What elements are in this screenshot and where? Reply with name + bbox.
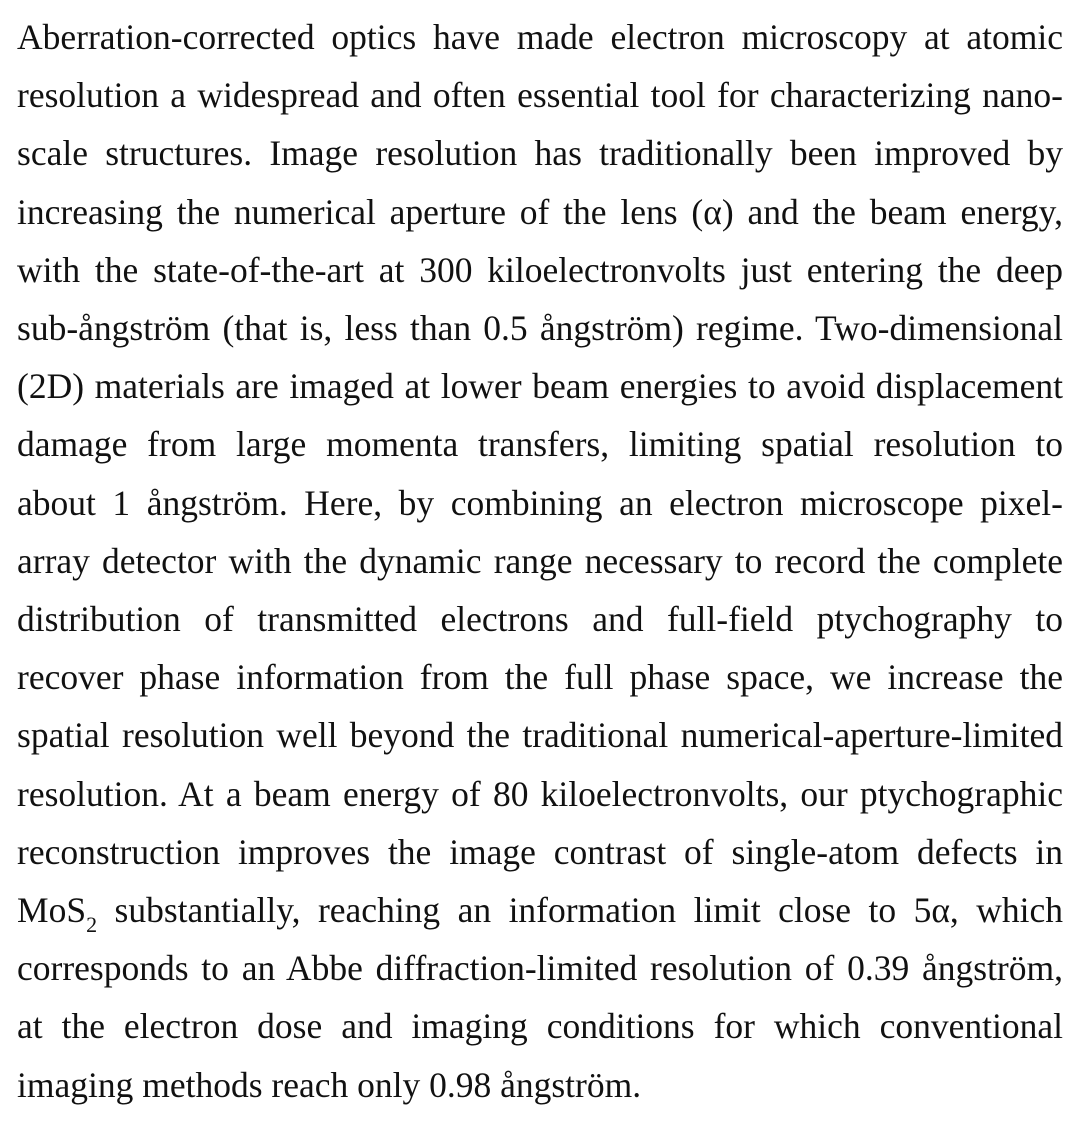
text-line: about 1 ångström. Here, by combining an electron microscope pixel-	[17, 482, 1063, 523]
text-line: reconstruction improves the image contrast of single-atom defects in	[17, 831, 1063, 872]
text-line: resolution a widespread and often essential tool for characterizing nano-	[17, 75, 1063, 116]
text-line: increasing the numerical aperture of the lens (α) and the beam energy,	[17, 191, 1063, 232]
text-line-mos2	[17, 881, 1063, 939]
mos2-prefix: MoS	[17, 890, 87, 931]
text-line: resolution. At a beam energy of 80 kiloelectronvolts, our ptychographic	[17, 773, 1063, 814]
text-line: scale structures. Image resolution has traditionally been improved by	[17, 133, 1063, 174]
text-line: distribution of transmitted electrons and full-field ptychography to	[17, 599, 1063, 640]
mos2-formula	[17, 890, 98, 938]
text-line: recover phase information from the full phase space, we increase the	[17, 657, 1063, 698]
text-line: with the state-of-the-art at 300 kiloelectronvolts just entering the deep	[17, 249, 1063, 290]
text-line: array detector with the dynamic range necessary to record the complete	[17, 540, 1063, 581]
abstract-paragraph	[17, 8, 1063, 1114]
mos2-suffix: substantially, reaching an information limit close to 5α, which	[97, 890, 1063, 931]
text-line: spatial resolution well beyond the traditional numerical-aperture-limited	[17, 715, 1063, 756]
mos2-subscript: 2	[86, 912, 98, 938]
text-line-last: imaging methods reach only 0.98 ångström.	[17, 1064, 642, 1105]
text-line: sub-ångström (that is, less than 0.5 ångström) regime. Two-dimensional	[17, 308, 1063, 349]
text-line: (2D) materials are imaged at lower beam energies to avoid displacement	[17, 366, 1063, 407]
text-line: Aberration-corrected optics have made electron microscopy at atomic	[17, 17, 1063, 57]
text-line: corresponds to an Abbe diffraction-limited resolution of 0.39 ångström,	[17, 948, 1063, 989]
text-line: at the electron dose and imaging conditions for which conventional	[17, 1006, 1063, 1047]
text-line: damage from large momenta transfers, limiting spatial resolution to	[17, 424, 1063, 465]
